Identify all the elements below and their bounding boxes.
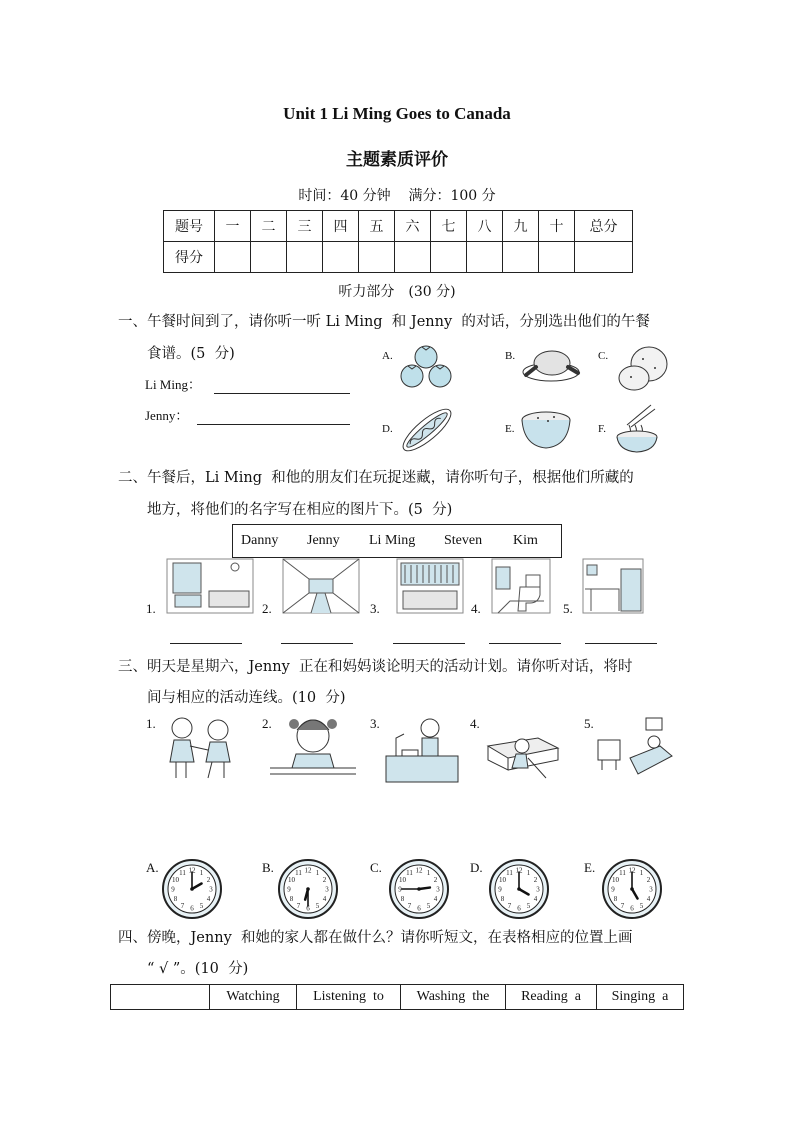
q2-number: 2.	[262, 601, 272, 616]
hallway-icon	[281, 557, 361, 615]
clock-a-icon	[161, 858, 223, 920]
clock-center	[306, 887, 310, 891]
clock-numeral: 12	[188, 866, 196, 875]
clock-numeral: 10	[499, 876, 507, 884]
q3-number: 1.	[146, 716, 156, 731]
clock-numeral: 5	[526, 901, 531, 910]
chicken-icon	[522, 347, 580, 383]
q2-answer-blank[interactable]	[489, 642, 561, 644]
clock-numeral: 1	[526, 869, 531, 878]
score-cell: 五	[359, 211, 395, 242]
q2-answer-blank[interactable]	[170, 642, 242, 644]
q1-jenny-label: Jenny：	[145, 408, 189, 423]
q1-option-a-label: A.	[382, 350, 393, 362]
score-row-label: 得分	[164, 242, 215, 273]
clock-numeral: 4	[646, 895, 651, 903]
clock-numeral: 6	[306, 904, 310, 913]
girl-homework-icon	[382, 714, 462, 784]
clock-center	[417, 887, 421, 891]
score-cell: 八	[467, 211, 503, 242]
clock-numeral: 10	[172, 876, 180, 884]
q2-instruction-line1: 二、午餐后，Li Ming 和他的朋友们在玩捉迷藏，请你听句子，根据他们所藏的	[118, 470, 634, 486]
clock-center	[190, 887, 194, 891]
q2-number: 3.	[370, 601, 380, 616]
time-info: 时间：40 分钟 满分：100 分	[298, 188, 496, 204]
girls-playing-icon	[160, 714, 240, 782]
clock-numeral: 5	[315, 901, 320, 910]
clock-numeral: 8	[289, 895, 294, 903]
clock-numeral: 11	[506, 869, 513, 878]
clock-label-d: D.	[470, 860, 483, 875]
score-input-cell[interactable]	[323, 242, 359, 273]
score-cell: 题号	[164, 211, 215, 242]
clock-numeral: 3	[536, 885, 540, 894]
score-cell: 六	[395, 211, 431, 242]
score-input-cell[interactable]	[251, 242, 287, 273]
page-title: Unit 1 Li Ming Goes to Canada	[283, 104, 511, 123]
clock-numeral: 6	[630, 904, 634, 913]
score-cell: 十	[539, 211, 575, 242]
q4-header-cell: Reading a	[506, 985, 597, 1010]
clock-label-c: C.	[370, 860, 382, 875]
clock-c-icon	[388, 858, 450, 920]
clock-e-icon	[601, 858, 663, 920]
q4-header-cell: Washing the	[401, 985, 506, 1010]
clock-numeral: 6	[190, 904, 194, 913]
clock-numeral: 3	[209, 885, 213, 894]
q2-name-danny: Danny	[241, 533, 279, 548]
score-input-cell[interactable]	[431, 242, 467, 273]
kitchen-icon	[581, 555, 645, 615]
clock-numeral: 12	[304, 866, 312, 875]
q1-jenny-answer-blank[interactable]	[197, 423, 350, 425]
score-input-cell[interactable]	[359, 242, 395, 273]
clock-numeral: 9	[171, 885, 175, 894]
q4-header-cell	[111, 985, 210, 1010]
clock-numeral: 10	[288, 876, 296, 884]
q1-option-f-label: F.	[598, 423, 606, 435]
clock-numeral: 2	[533, 876, 538, 884]
clock-numeral: 6	[517, 904, 521, 913]
q2-number: 5.	[563, 601, 573, 616]
clock-numeral: 1	[315, 869, 320, 878]
q4-instruction-line2: “ √ ”。(10 分)	[147, 961, 249, 977]
clock-numeral: 1	[639, 869, 644, 878]
clock-numeral: 5	[199, 901, 204, 910]
score-table-score-row	[164, 242, 633, 273]
q3-number: 5.	[584, 716, 594, 731]
q2-name-steven: Steven	[444, 533, 483, 548]
bathroom-icon	[490, 557, 552, 615]
clock-numeral: 2	[646, 876, 651, 884]
score-cell: 四	[323, 211, 359, 242]
clock-numeral: 11	[179, 869, 186, 878]
q1-instruction-line1: 一、午餐时间到了，请你听一听 Li Ming 和 Jenny 的对话，分别选出他们的午餐	[118, 314, 650, 330]
q3-instruction-line2: 间与相应的活动连线。(10 分)	[147, 690, 346, 706]
q4-instruction-line1: 四、傍晚，Jenny 和她的家人都在做什么？请你听短文，在表格相应的位置上画	[118, 930, 633, 946]
clock-numeral: 9	[498, 885, 502, 894]
q2-answer-blank[interactable]	[281, 642, 353, 644]
score-input-cell[interactable]	[467, 242, 503, 273]
q3-number: 2.	[262, 716, 272, 731]
clock-numeral: 4	[533, 895, 538, 903]
clock-numeral: 10	[612, 876, 620, 884]
q1-liming-answer-blank[interactable]	[214, 392, 350, 394]
bedroom-icon	[395, 557, 465, 615]
q2-number: 1.	[146, 601, 156, 616]
score-cell: 三	[287, 211, 323, 242]
score-input-cell[interactable]	[215, 242, 251, 273]
score-input-cell[interactable]	[575, 242, 633, 273]
clock-numeral: 9	[611, 885, 615, 894]
section-heading-listening: 听力部分 (30 分)	[338, 284, 456, 300]
clock-numeral: 3	[325, 885, 329, 894]
q2-name-liming: Li Ming	[369, 533, 416, 548]
clock-numeral: 3	[436, 885, 440, 894]
clock-numeral: 12	[628, 866, 636, 875]
q1-option-d-label: D.	[382, 423, 393, 435]
q2-name-kim: Kim	[513, 533, 538, 548]
score-cell: 一	[215, 211, 251, 242]
q3-number: 3.	[370, 716, 380, 731]
clock-numeral: 4	[433, 895, 438, 903]
q4-activity-table	[110, 984, 684, 1010]
q4-header-cell: Watching	[210, 985, 297, 1010]
clock-numeral: 3	[649, 885, 653, 894]
clock-numeral: 10	[399, 876, 407, 884]
clock-center	[630, 887, 634, 891]
clock-numeral: 5	[639, 901, 644, 910]
rice-bowl-icon	[520, 406, 572, 452]
clock-numeral: 5	[426, 901, 431, 910]
score-cell: 二	[251, 211, 287, 242]
girl-reading-icon	[268, 712, 358, 780]
clock-numeral: 7	[507, 901, 512, 910]
clock-numeral: 12	[415, 866, 423, 875]
potatoes-icon	[617, 344, 671, 392]
clock-center	[517, 887, 521, 891]
q4-table-header-row	[111, 985, 684, 1010]
score-cell: 九	[503, 211, 539, 242]
q2-answer-blank[interactable]	[585, 642, 657, 644]
q3-number: 4.	[470, 716, 480, 731]
clock-label-e: E.	[584, 860, 596, 875]
clock-numeral: 8	[500, 895, 505, 903]
clock-numeral: 7	[296, 901, 301, 910]
q1-instruction-line2: 食谱。(5 分)	[147, 346, 235, 362]
clock-numeral: 7	[407, 901, 412, 910]
clock-numeral: 8	[400, 895, 405, 903]
clock-d-icon	[488, 858, 550, 920]
tomatoes-icon	[398, 343, 454, 391]
q2-number: 4.	[471, 601, 481, 616]
q2-name-box	[232, 524, 562, 558]
clock-numeral: 11	[406, 869, 413, 878]
q2-answer-blank[interactable]	[393, 642, 465, 644]
clock-label-b: B.	[262, 860, 274, 875]
clock-numeral: 7	[180, 901, 185, 910]
q2-name-jenny: Jenny	[307, 533, 340, 548]
clock-numeral: 2	[206, 876, 211, 884]
clock-numeral: 4	[322, 895, 327, 903]
hotdog-icon	[399, 405, 455, 455]
q1-liming-label: Li Ming：	[145, 377, 201, 392]
clock-numeral: 12	[515, 866, 523, 875]
q4-header-cell: Listening to	[297, 985, 401, 1010]
noodles-icon	[615, 403, 659, 455]
girl-cleaning-icon	[484, 716, 562, 782]
clock-numeral: 1	[426, 869, 431, 878]
q4-header-cell: Singing a	[597, 985, 684, 1010]
score-table	[163, 210, 633, 273]
clock-numeral: 9	[398, 885, 402, 894]
score-input-cell[interactable]	[395, 242, 431, 273]
page-subtitle: 主题素质评价	[346, 150, 448, 170]
clock-numeral: 2	[433, 876, 438, 884]
q1-option-c-label: C.	[598, 350, 609, 362]
girl-watching-tv-icon	[596, 714, 676, 782]
score-cell: 七	[431, 211, 467, 242]
score-cell: 总分	[575, 211, 633, 242]
q1-option-e-label: E.	[505, 423, 515, 435]
clock-numeral: 2	[322, 876, 327, 884]
clock-numeral: 11	[295, 869, 302, 878]
living-room-icon	[165, 557, 255, 615]
q3-instruction-line1: 三、明天是星期六，Jenny 正在和妈妈谈论明天的活动计划。请你听对话，将时	[118, 659, 633, 675]
score-input-cell[interactable]	[539, 242, 575, 273]
clock-numeral: 6	[417, 904, 421, 913]
clock-numeral: 9	[287, 885, 291, 894]
clock-numeral: 1	[199, 869, 204, 878]
clock-b-icon	[277, 858, 339, 920]
score-input-cell[interactable]	[287, 242, 323, 273]
clock-numeral: 8	[173, 895, 178, 903]
score-table-header-row	[164, 211, 633, 242]
clock-label-a: A.	[146, 860, 159, 875]
clock-numeral: 11	[619, 869, 626, 878]
clock-numeral: 4	[206, 895, 211, 903]
clock-numeral: 7	[620, 901, 625, 910]
q1-option-b-label: B.	[505, 350, 516, 362]
q2-instruction-line2: 地方，将他们的名字写在相应的图片下。(5 分)	[147, 502, 453, 518]
score-input-cell[interactable]	[503, 242, 539, 273]
clock-numeral: 8	[613, 895, 618, 903]
